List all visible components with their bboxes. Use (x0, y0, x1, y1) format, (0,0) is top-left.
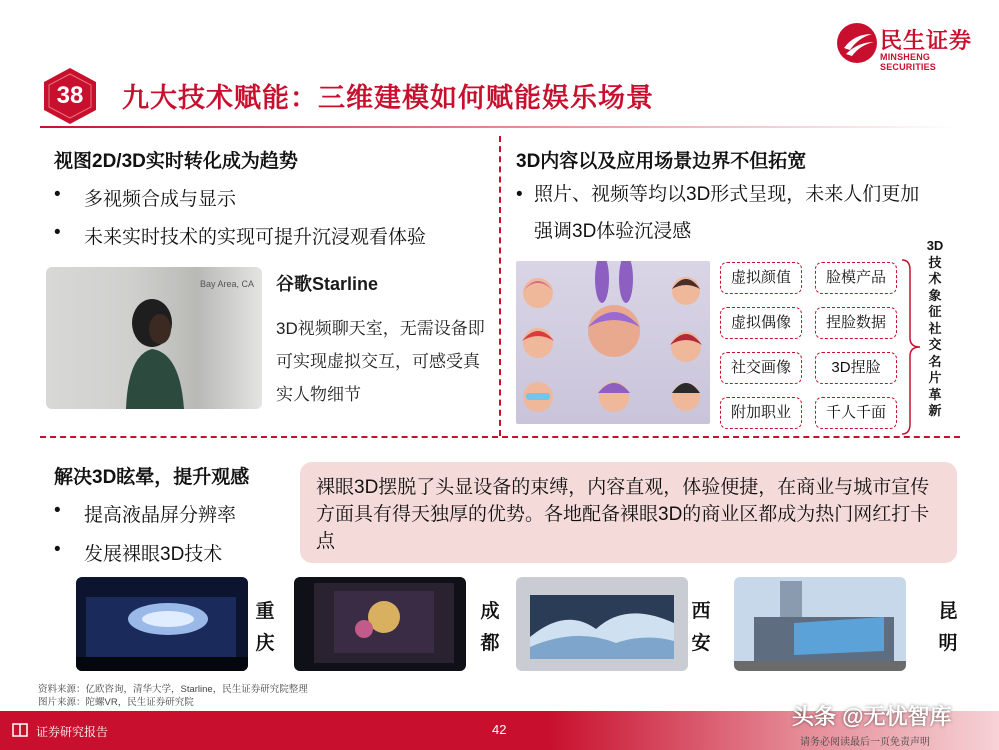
avatar-collage (516, 261, 710, 424)
google-starline-description: 3D视频聊天室，无需设备即可实现虚拟交互，可感受真实人物细节 (276, 319, 485, 404)
location-label: Bay Area, CA (199, 279, 254, 289)
footer-label: 证券研究报告 (36, 725, 109, 739)
avatar (522, 328, 554, 358)
vertical-label-text: 3D技术象征社交名片革新 (926, 238, 944, 418)
bullet-dot: • (516, 184, 523, 205)
bullet-dot: • (54, 184, 61, 205)
city-photo-art (516, 577, 688, 671)
person-silhouette (118, 293, 188, 409)
avatar (588, 261, 640, 357)
avatar (598, 382, 630, 412)
city-photo-xian (516, 577, 688, 671)
bullet-text: 提高液晶屏分辨率 (84, 505, 237, 526)
brand-logo (836, 22, 986, 72)
brand-name-en: MINSHENG SECURITIES (880, 52, 937, 72)
city-photo-kunming (734, 577, 906, 671)
bracket (900, 258, 924, 436)
page-title: 九大技术赋能：三维建模如何赋能娱乐场景 (122, 83, 654, 113)
starline-photo (46, 267, 262, 409)
bullet-dot: • (54, 539, 61, 560)
avatar-faces (516, 261, 710, 424)
avatar (670, 332, 702, 362)
bullet-text: 多视频合成与显示 (84, 189, 237, 210)
tag: 千人千面 (815, 397, 897, 429)
city-photo-art (76, 577, 248, 671)
right-top-heading: 3D内容以及应用场景边界不但拓宽 (516, 151, 807, 172)
city-label: 重庆 (255, 601, 275, 654)
minsheng-logo-icon (836, 22, 878, 64)
tag: 脸模产品 (815, 262, 897, 294)
book-icon (12, 722, 28, 738)
left-top-heading: 视图2D/3D实时转化成为趋势 (54, 151, 298, 172)
city-label: 昆明 (938, 601, 958, 654)
highlight-box: 裸眼3D摆脱了头显设备的束缚，内容直观，体验便捷，在商业与城市宣传方面具有得天独厚的优势。各地配备裸眼3D的商业区都成为热门网红打卡点 (300, 462, 957, 563)
data-source: 资料来源：亿欧咨询，清华大学，Starline，民生证券研究院整理 (38, 684, 308, 695)
city-photo-chongqing (76, 577, 248, 671)
city-photo-art (294, 577, 466, 671)
title-underline (40, 126, 960, 128)
avatar (523, 278, 553, 308)
tag: 3D捏脸 (815, 352, 897, 384)
vertical-divider (499, 136, 501, 436)
image-source: 图片来源：陀螺VR，民生证券研究院 (38, 697, 194, 708)
brand-name-cn: 民生证券 (880, 28, 973, 53)
watermark: 头条 @无忧智库 (792, 704, 952, 729)
city-photo-art (734, 577, 906, 671)
slide-number: 38 (56, 82, 84, 109)
city-label: 西安 (691, 601, 711, 654)
tag: 捏脸数据 (815, 307, 897, 339)
google-starline-heading: 谷歌Starline (276, 274, 379, 294)
tag: 附加职业 (720, 397, 802, 429)
bullet-text: 未来实时技术的实现可提升沉浸观看体验 (84, 227, 427, 248)
city-label: 成都 (480, 601, 500, 654)
avatar (672, 383, 700, 411)
city-photo-chengdu (294, 577, 466, 671)
tag: 虚拟颜值 (720, 262, 802, 294)
bullet-dot: • (54, 500, 61, 521)
bullet-text: 照片、视频等均以3D形式呈现，未来人们更加强调3D体验沉浸感 (534, 184, 920, 242)
page-number: 42 (492, 722, 507, 737)
vertical-label (924, 238, 946, 420)
bottom-heading: 解决3D眩晕，提升观感 (54, 467, 250, 488)
tag: 社交画像 (720, 352, 802, 384)
tag: 虚拟偶像 (720, 307, 802, 339)
bullet-dot: • (54, 222, 61, 243)
bullet-text: 发展裸眼3D技术 (84, 544, 223, 565)
avatar (672, 277, 700, 305)
horizontal-divider (40, 436, 960, 438)
avatar (523, 382, 553, 412)
disclaimer: 请务必阅读最后一页免责声明 (800, 737, 930, 748)
